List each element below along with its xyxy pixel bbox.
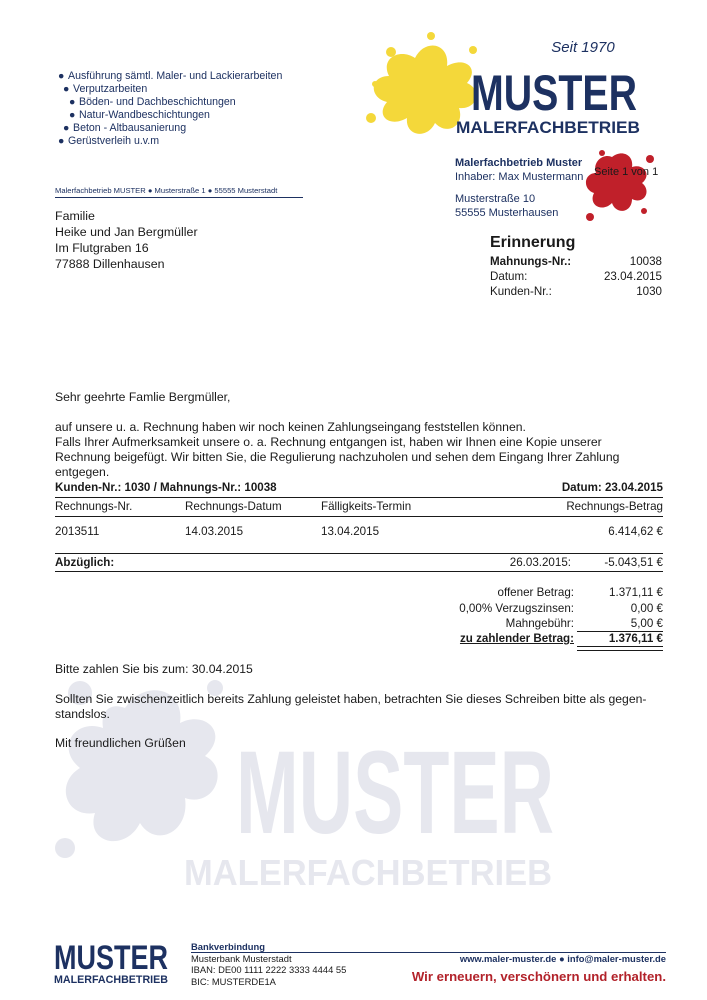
firm-owner: Inhaber: Max Mustermann [455, 171, 584, 183]
bank-bic: BIC: MUSTERDE1A [191, 975, 276, 987]
service-item: ● Gerüstverleih u.v.m [58, 135, 160, 147]
firm-city: 55555 Musterhausen [455, 207, 559, 219]
deduction-amount: -5.043,51 € [604, 556, 663, 569]
table-row: 2013511 14.03.2015 13.04.2015 6.414,62 € [55, 525, 663, 538]
summary-row: offener Betrag: 1.371,11 € [497, 586, 663, 599]
deduction-row [55, 553, 663, 572]
table-header [55, 481, 663, 498]
letter-body-1: auf unsere u. a. Rechnung haben wir noch keinen Zahlungseingang feststellen können. [55, 420, 526, 434]
watermark-name: MUSTER [236, 727, 554, 859]
footer-logo [54, 937, 172, 987]
closing: Mit freundlichen Grüßen [55, 736, 186, 750]
summary-row: 0,00% Verzugszinsen: 0,00 € [459, 602, 663, 615]
recipient-line: Familie [55, 209, 95, 223]
column-header: Fälligkeits-Termin [321, 500, 412, 513]
deduction-date: 26.03.2015: [509, 556, 571, 569]
recipient-line: Im Flutgraben 16 [55, 241, 149, 255]
summary-total-row: zu zahlender Betrag: 1.376,11 € [459, 632, 663, 645]
recipient-address [55, 208, 198, 272]
bank-iban: IBAN: DE00 1111 2222 3333 4444 55 [191, 964, 347, 976]
salutation: Sehr geehrte Famlie Bergmüller, [55, 390, 231, 404]
total-double-underline [577, 646, 663, 651]
column-header: Rechnungs-Datum [185, 500, 282, 513]
brand-name: MUSTER [471, 65, 637, 121]
table-header-left: Kunden-Nr.: 1030 / Mahnungs-Nr.: 10038 [55, 481, 277, 494]
meta-row: Kunden-Nr.: 1030 [490, 285, 662, 298]
summary-row: Mahngebühr: 5,00 € [505, 617, 663, 630]
recipient-line: 77888 Dillenhausen [55, 257, 165, 271]
service-item: ● Beton - Altbausanierung [63, 122, 187, 134]
meta-row: Mahnungs-Nr.: 10038 [490, 255, 662, 268]
document-title: Erinnerung [490, 234, 576, 251]
letter-body-2: Falls Ihrer Aufmerksamkeit unsere o. a. Rechnung entgangen ist, haben wir Ihnen eine Kopie unserer Rechnung beigefügt. Wir bitten Sie, die Regulierung nachzuholen und sehen dem Eingang Ihrer Zahlung entgegen. [55, 435, 620, 479]
footer-brand-subtitle: MALERFACHBETRIEB [54, 974, 169, 986]
deduction-label: Abzüglich: [55, 556, 115, 569]
watermark-logo [55, 648, 575, 898]
sender-return-line: Malerfachbetrieb MUSTER ● Musterstraße 1 ● 55555 Musterstadt [55, 186, 303, 198]
column-header: Rechnungs-Nr. [55, 500, 133, 513]
watermark-subtitle: MALERFACHBETRIEB [184, 852, 552, 893]
meta-row: Datum: 23.04.2015 [490, 270, 662, 283]
recipient-line: Heike und Jan Bergmüller [55, 225, 198, 239]
bank-details [191, 941, 346, 987]
service-item: ● Verputzarbeiten [63, 83, 148, 95]
service-item: ● Natur-Wandbeschichtungen [69, 109, 210, 121]
firm-name: Malerfachbetrieb Muster [455, 157, 583, 169]
contact-web-mail[interactable]: www.maler-muster.de ● info@maler-muster.de [459, 953, 666, 964]
service-item: ● Ausführung sämtl. Maler- und Lackierarbeiten [58, 70, 283, 82]
paid-note: Sollten Sie zwischenzeitlich bereits Zahlung geleistet haben, betrachten Sie dieses Schreiben bitte als gegen-standslos. [55, 692, 647, 721]
table-columns [55, 500, 663, 517]
brand-subtitle: MALERFACHBETRIEB [456, 118, 640, 137]
firm-street: Musterstraße 10 [455, 193, 536, 205]
page-indicator: Seite 1 von 1 [594, 166, 659, 178]
service-item: ● Böden- und Dachbeschichtungen [69, 96, 236, 108]
slogan: Wir erneuern, verschönern und erhalten. [411, 969, 666, 984]
seit-label: Seit 1970 [551, 39, 615, 56]
column-header: Rechnungs-Betrag [566, 500, 663, 513]
footer-brand-name: MUSTER [54, 939, 168, 977]
bank-name: Musterbank Musterstadt [191, 952, 292, 964]
document-meta [490, 254, 662, 299]
red-splash-icon [582, 147, 660, 227]
table-header-right: Datum: 23.04.2015 [561, 481, 663, 494]
services-list [58, 70, 282, 148]
bank-title: Bankverbindung [191, 941, 265, 952]
firm-address [455, 156, 583, 220]
pay-by: Bitte zahlen Sie bis zum: 30.04.2015 [55, 662, 253, 676]
brand-logo [355, 28, 655, 150]
